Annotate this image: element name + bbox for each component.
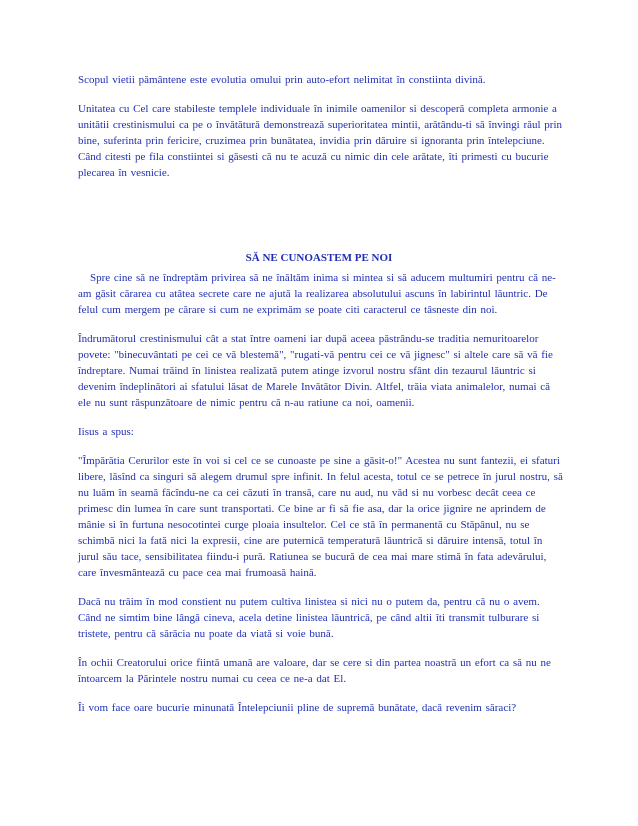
paragraph-2: Unitatea cu Cel care stabileste templele individuale în inimile oamenilor si descoperă completa armonie a unitătii crestinismului ca pe o învătătură demonstrează superioritatea mintii, arătându-ti să învingi răul prin bine, suferinta prin fericire, cruzimea prin bunătatea, invidia prin dăruire si ignoranta prin întelepciune. Când citesti pe fila constiintei si găsesti că nu te acuză cu nimic din cele arătate, îti primesti cu bucurie plecarea în vesnicie. (78, 103, 563, 179)
paragraph-1: Scopul vietii pământene este evolutia omului prin auto-efort nelimitat în constiinta divină. (78, 74, 486, 86)
section-heading: SĂ NE CUNOASTEM PE NOI (245, 252, 393, 264)
document-body-section (78, 270, 566, 729)
paragraph-3: Spre cine să ne îndreptăm privirea să ne înăltăm inima si mintea si să aducem multumiri pentru că ne-am găsit cărarea cu atâtea secrete care ne ajută la realizarea absolutului ascuns în labirintul lăuntric. De felul cum mergem pe cărare si cum ne exprimăm se poate citi caracterul ce tâsneste din noi. (78, 272, 556, 316)
paragraph-9: Îi vom face oare bucurie minunată Întelepciunii pline de supremă bunătate, dacă revenim săraci? (78, 702, 517, 714)
paragraph-5: Iisus a spus: (78, 426, 134, 438)
paragraph-6: "Împărătia Cerurilor este în voi si cel ce se cunoaste pe sine a găsit-o!" Acestea nu sunt fantezii, ei sfaturi libere, lăsînd ca singuri să alegem drumul spre infinit. In felul acesta, totul ce se petrece în jurul nostru, să nu luăm în seamă făcîndu-ne ca cei căzuti în transă, care nu aud, nu văd si nu vorbesc decât ceea ce primesc din lumea în care sunt transportati. Ce bine ar fi să fie asa, dar la orice jignire ne aprindem de mânie si în furtuna nesocotintei curge ploaia insultelor. Cel ce stă în permanentă cu Stăpânul, nu se schimbă nici la fată nici la expresii, cine are puternică temperatură lăuntrică si dăruire intensă, totul în jurul său tace, sensibilitatea fiindu-i pură. Ratiunea se bucură de cea mai mare stimă în fata adevărului, care învesmântează cu pace cea mai frumoasă haină. (78, 455, 563, 579)
paragraph-8: În ochii Creatorului orice fiintă umană are valoare, dar se cere si din partea noastră un efort ca să nu ne întoarcem la Părintele nostru numai cu ceea ce ne-a dat El. (78, 657, 551, 685)
paragraph-4: Îndrumătorul crestinismului cât a stat între oameni iar după aceea păstrându-se traditia nemuritoarelor povete: "binecuvântati pe cei ce vă blestemă", "rugati-vă pentru cei ce vă jignesc" si altele care să vă fie îndreptare. Numai trăind în linistea realizată putem atinge izvorul nostru sfânt din tezaurul lăuntric si devenim îndeplinători ai sfatului lăsat de Marele Invătător Divin. Altfel, trăia viata animalelor, numai că ele nu sunt răspunzătoare de nimic pentru că n-au ratiune ca noi, oamenii. (78, 333, 553, 409)
paragraph-7: Dacă nu trăim în mod constient nu putem cultiva linistea si nici nu o putem da, pentru că nu o avem. Când ne simtim bine lângă cineva, acela detine linistea lăuntrică, pe când altii îti transmit tulburare si tristete, pentru că sărăcia nu poate da viată si voie bună. (78, 596, 540, 640)
document-body-top (78, 72, 566, 194)
